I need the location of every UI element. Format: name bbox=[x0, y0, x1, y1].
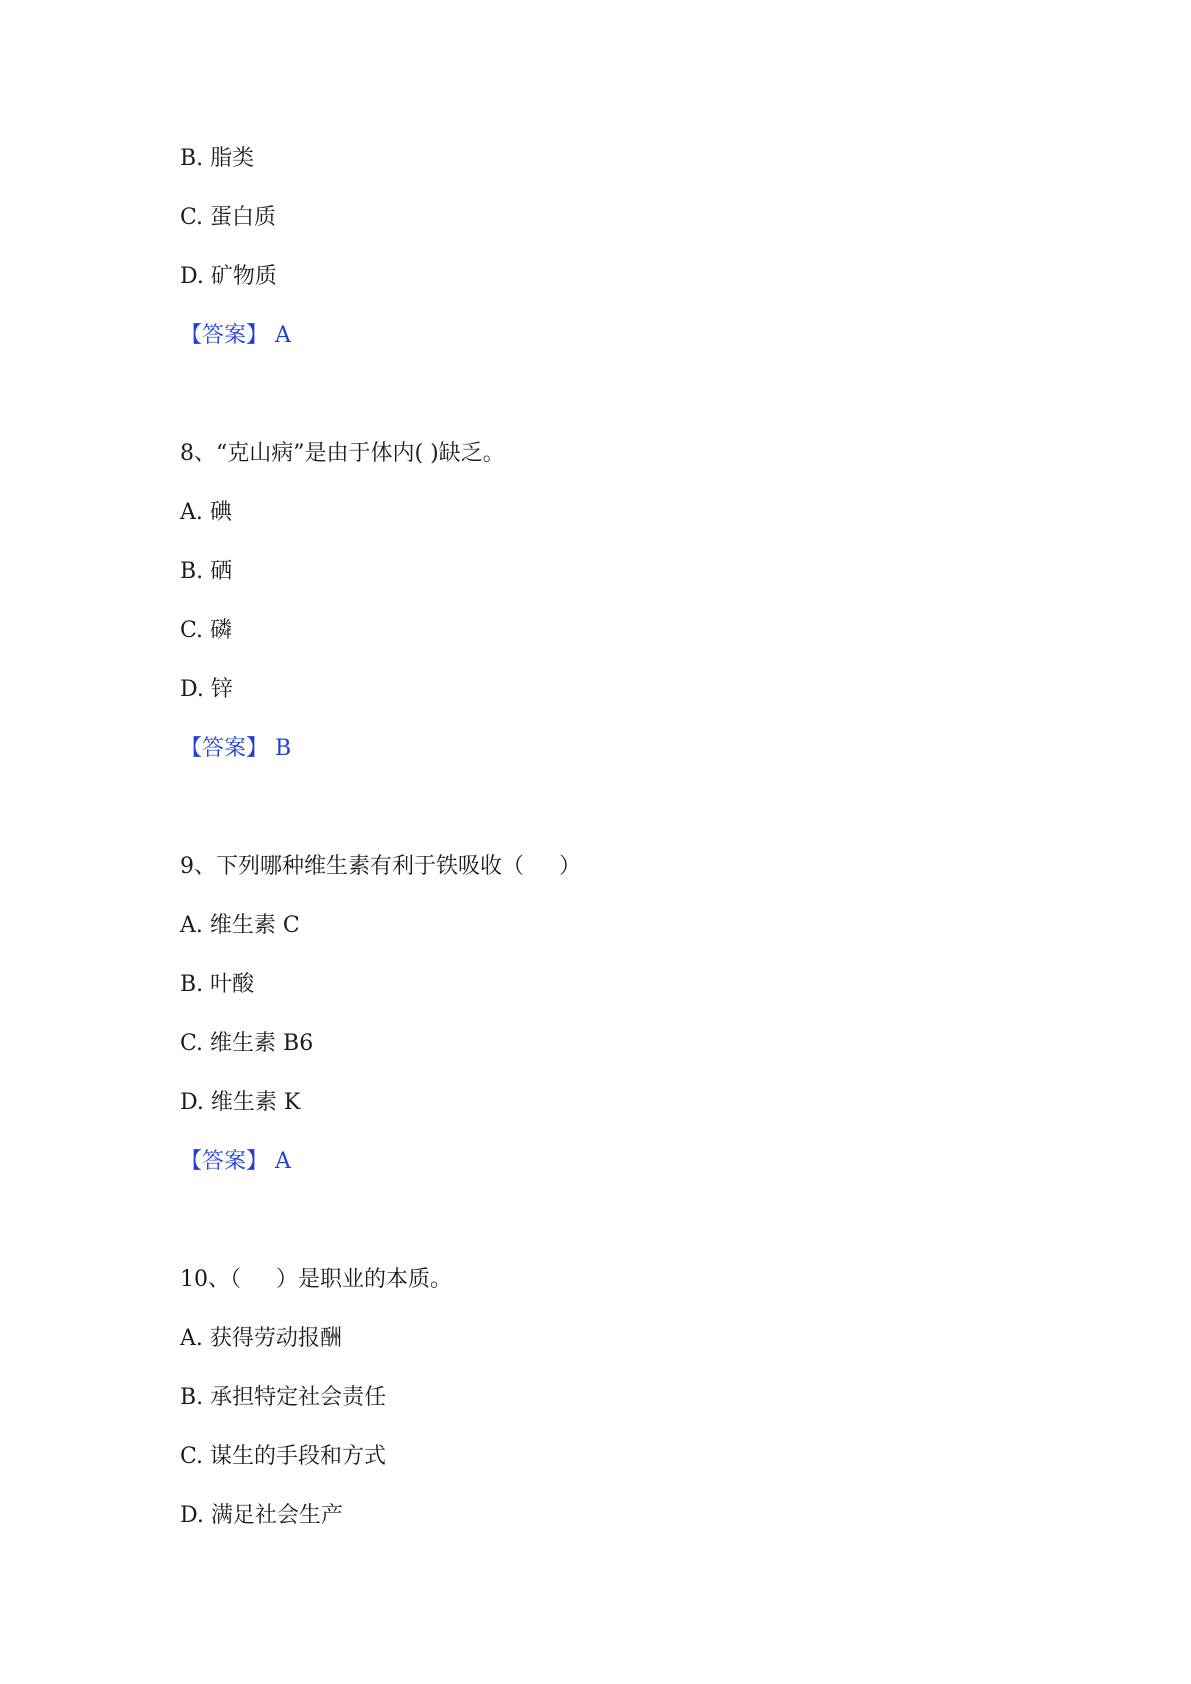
q9-option-c: C. 维生素 B6 bbox=[180, 1031, 314, 1056]
q10-option-d: D. 满足社会生产 bbox=[180, 1503, 343, 1528]
q9-option-a: A. 维生素 C bbox=[180, 913, 300, 938]
q8-option-c: C. 磷 bbox=[180, 618, 233, 643]
q10-option-c: C. 谋生的手段和方式 bbox=[180, 1444, 387, 1469]
q8-answer: 【答案】 B bbox=[180, 736, 292, 761]
q10-question: 10、（ ）是职业的本质。 bbox=[180, 1267, 452, 1292]
q7-answer: 【答案】 A bbox=[180, 323, 291, 348]
q8-option-a: A. 碘 bbox=[180, 500, 232, 525]
q8-question: 8、“克山病”是由于体内( )缺乏。 bbox=[180, 441, 505, 466]
q10-option-a: A. 获得劳动报酬 bbox=[180, 1326, 342, 1351]
q7-option-c: C. 蛋白质 bbox=[180, 205, 277, 230]
q9-question: 9、下列哪种维生素有利于铁吸收（ ） bbox=[180, 854, 581, 879]
q8-option-b: B. 硒 bbox=[180, 559, 233, 584]
q9-option-b: B. 叶酸 bbox=[180, 972, 255, 997]
q7-option-b: B. 脂类 bbox=[180, 146, 255, 171]
q10-option-b: B. 承担特定社会责任 bbox=[180, 1385, 387, 1410]
q7-option-d: D. 矿物质 bbox=[180, 264, 277, 289]
q8-option-d: D. 锌 bbox=[180, 677, 233, 702]
q9-option-d: D. 维生素 K bbox=[180, 1090, 301, 1115]
q9-answer: 【答案】 A bbox=[180, 1149, 291, 1174]
